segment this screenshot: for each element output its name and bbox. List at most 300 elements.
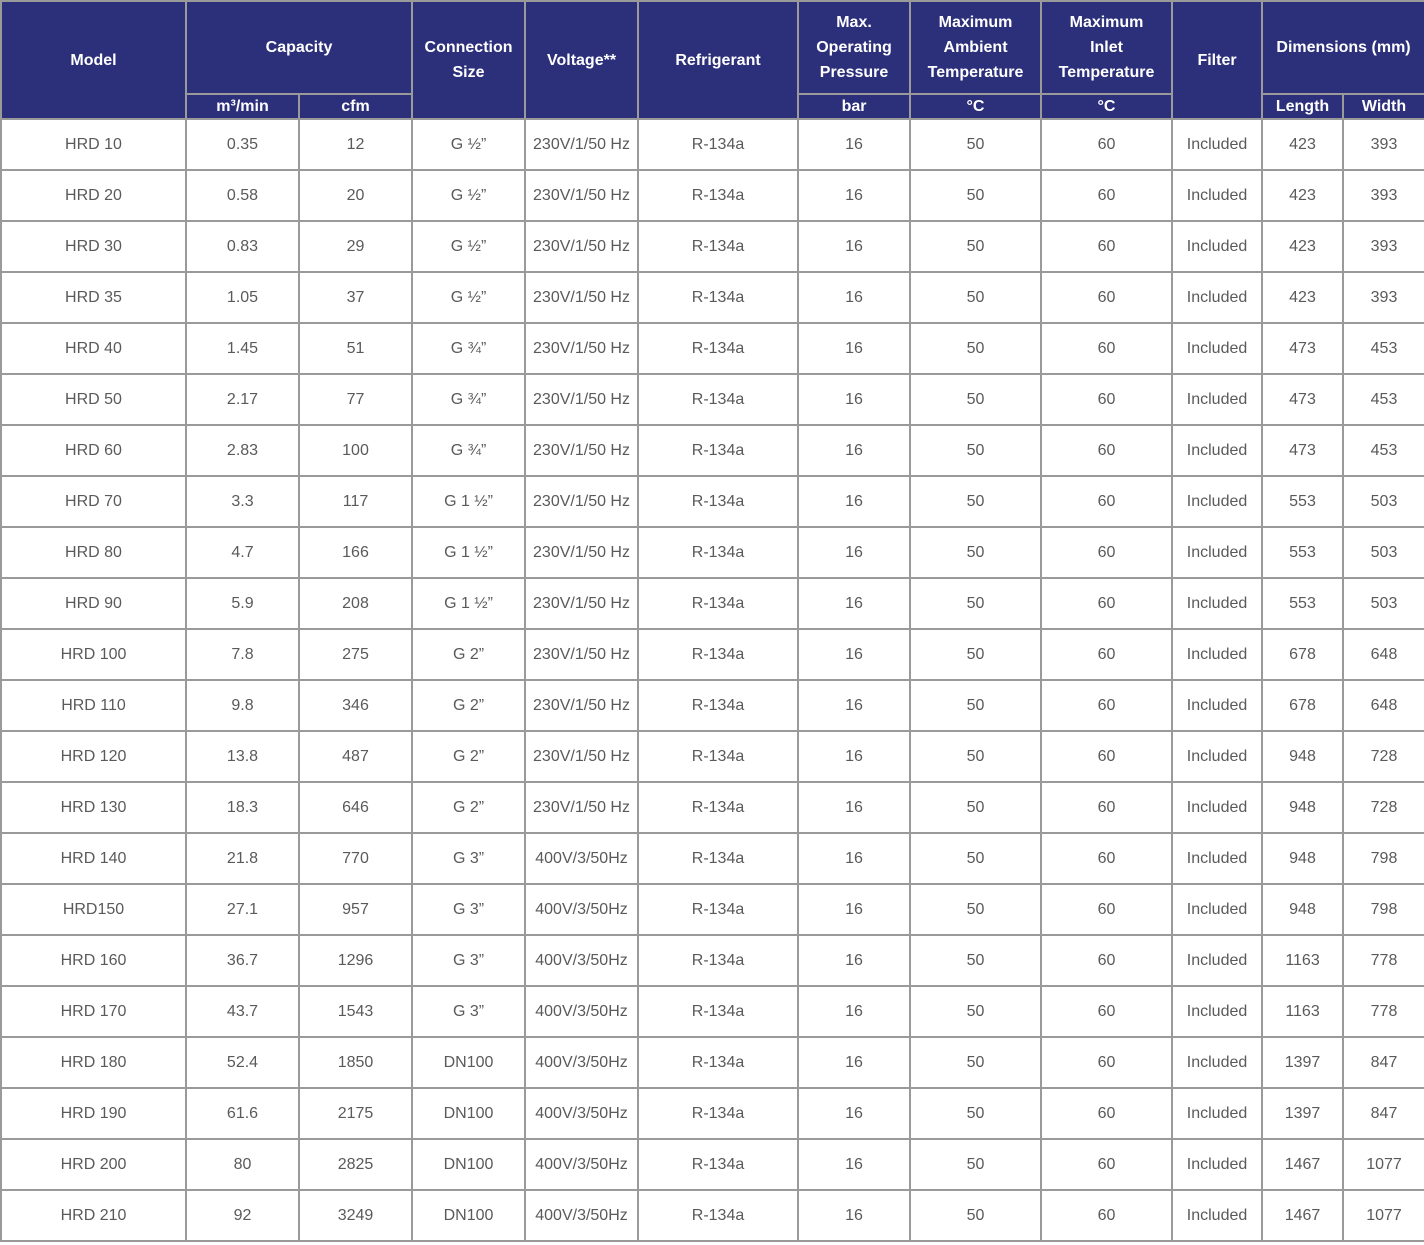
cell-model: HRD 170 bbox=[1, 986, 186, 1037]
cell-ambient-temp: 50 bbox=[910, 1088, 1041, 1139]
cell-model: HRD 60 bbox=[1, 425, 186, 476]
cell-voltage: 400V/3/50Hz bbox=[525, 1139, 638, 1190]
cell-connection-size: G ½” bbox=[412, 119, 525, 170]
cell-inlet-temp: 60 bbox=[1041, 986, 1172, 1037]
cell-width: 393 bbox=[1343, 170, 1424, 221]
cell-ambient-temp: 50 bbox=[910, 221, 1041, 272]
cell-pressure-bar: 16 bbox=[798, 629, 910, 680]
cell-length: 1397 bbox=[1262, 1037, 1343, 1088]
cell-capacity-cfm: 12 bbox=[299, 119, 412, 170]
cell-refrigerant: R-134a bbox=[638, 221, 798, 272]
cell-ambient-temp: 50 bbox=[910, 833, 1041, 884]
cell-voltage: 230V/1/50 Hz bbox=[525, 425, 638, 476]
cell-capacity-m3-min: 80 bbox=[186, 1139, 299, 1190]
cell-connection-size: G 1 ½” bbox=[412, 578, 525, 629]
cell-inlet-temp: 60 bbox=[1041, 527, 1172, 578]
cell-model: HRD 100 bbox=[1, 629, 186, 680]
cell-width: 393 bbox=[1343, 221, 1424, 272]
cell-connection-size: G ½” bbox=[412, 170, 525, 221]
cell-width: 798 bbox=[1343, 833, 1424, 884]
cell-model: HRD 20 bbox=[1, 170, 186, 221]
cell-connection-size: G 2” bbox=[412, 731, 525, 782]
cell-capacity-m3-min: 27.1 bbox=[186, 884, 299, 935]
cell-length: 473 bbox=[1262, 374, 1343, 425]
cell-model: HRD 50 bbox=[1, 374, 186, 425]
cell-capacity-m3-min: 7.8 bbox=[186, 629, 299, 680]
cell-ambient-temp: 50 bbox=[910, 1190, 1041, 1241]
cell-capacity-cfm: 1543 bbox=[299, 986, 412, 1037]
cell-inlet-temp: 60 bbox=[1041, 119, 1172, 170]
cell-pressure-bar: 16 bbox=[798, 374, 910, 425]
cell-inlet-temp: 60 bbox=[1041, 833, 1172, 884]
cell-model: HRD 80 bbox=[1, 527, 186, 578]
cell-connection-size: G ¾” bbox=[412, 425, 525, 476]
cell-pressure-bar: 16 bbox=[798, 272, 910, 323]
cell-model: HRD 35 bbox=[1, 272, 186, 323]
cell-capacity-cfm: 29 bbox=[299, 221, 412, 272]
cell-width: 503 bbox=[1343, 578, 1424, 629]
cell-capacity-cfm: 77 bbox=[299, 374, 412, 425]
table-row bbox=[1, 986, 1424, 1037]
cell-model: HRD 90 bbox=[1, 578, 186, 629]
cell-pressure-bar: 16 bbox=[798, 1190, 910, 1241]
cell-width: 453 bbox=[1343, 374, 1424, 425]
cell-width: 847 bbox=[1343, 1088, 1424, 1139]
cell-pressure-bar: 16 bbox=[798, 119, 910, 170]
cell-capacity-m3-min: 5.9 bbox=[186, 578, 299, 629]
cell-length: 948 bbox=[1262, 884, 1343, 935]
cell-length: 948 bbox=[1262, 731, 1343, 782]
cell-ambient-temp: 50 bbox=[910, 272, 1041, 323]
cell-length: 678 bbox=[1262, 680, 1343, 731]
header-refrigerant: Refrigerant bbox=[638, 1, 798, 119]
cell-filter: Included bbox=[1172, 578, 1262, 629]
cell-refrigerant: R-134a bbox=[638, 374, 798, 425]
table-row bbox=[1, 527, 1424, 578]
cell-width: 1077 bbox=[1343, 1190, 1424, 1241]
table-row bbox=[1, 1037, 1424, 1088]
cell-filter: Included bbox=[1172, 629, 1262, 680]
cell-voltage: 230V/1/50 Hz bbox=[525, 527, 638, 578]
subheader-width: Width bbox=[1343, 94, 1424, 119]
cell-width: 778 bbox=[1343, 935, 1424, 986]
cell-filter: Included bbox=[1172, 170, 1262, 221]
header-max-ambient-temperature: Maximum Ambient Temperature bbox=[910, 1, 1041, 94]
cell-pressure-bar: 16 bbox=[798, 476, 910, 527]
cell-connection-size: G 3” bbox=[412, 833, 525, 884]
cell-capacity-m3-min: 13.8 bbox=[186, 731, 299, 782]
cell-capacity-m3-min: 52.4 bbox=[186, 1037, 299, 1088]
cell-pressure-bar: 16 bbox=[798, 323, 910, 374]
cell-model: HRD 70 bbox=[1, 476, 186, 527]
cell-width: 393 bbox=[1343, 272, 1424, 323]
cell-filter: Included bbox=[1172, 221, 1262, 272]
cell-connection-size: G ¾” bbox=[412, 323, 525, 374]
subheader-length: Length bbox=[1262, 94, 1343, 119]
cell-refrigerant: R-134a bbox=[638, 170, 798, 221]
cell-connection-size: DN100 bbox=[412, 1037, 525, 1088]
cell-pressure-bar: 16 bbox=[798, 527, 910, 578]
cell-inlet-temp: 60 bbox=[1041, 731, 1172, 782]
cell-ambient-temp: 50 bbox=[910, 884, 1041, 935]
cell-refrigerant: R-134a bbox=[638, 1037, 798, 1088]
cell-length: 553 bbox=[1262, 476, 1343, 527]
cell-inlet-temp: 60 bbox=[1041, 170, 1172, 221]
cell-ambient-temp: 50 bbox=[910, 527, 1041, 578]
cell-refrigerant: R-134a bbox=[638, 1088, 798, 1139]
cell-pressure-bar: 16 bbox=[798, 680, 910, 731]
cell-voltage: 400V/3/50Hz bbox=[525, 1088, 638, 1139]
cell-capacity-m3-min: 0.83 bbox=[186, 221, 299, 272]
subheader-m3-min: m³/min bbox=[186, 94, 299, 119]
cell-length: 678 bbox=[1262, 629, 1343, 680]
cell-connection-size: DN100 bbox=[412, 1190, 525, 1241]
cell-length: 473 bbox=[1262, 425, 1343, 476]
cell-capacity-m3-min: 0.58 bbox=[186, 170, 299, 221]
cell-refrigerant: R-134a bbox=[638, 272, 798, 323]
cell-model: HRD 160 bbox=[1, 935, 186, 986]
cell-connection-size: DN100 bbox=[412, 1088, 525, 1139]
cell-capacity-m3-min: 3.3 bbox=[186, 476, 299, 527]
table-row bbox=[1, 884, 1424, 935]
cell-capacity-cfm: 957 bbox=[299, 884, 412, 935]
cell-model: HRD 210 bbox=[1, 1190, 186, 1241]
cell-ambient-temp: 50 bbox=[910, 119, 1041, 170]
subheader-inlet-unit: °C bbox=[1041, 94, 1172, 119]
cell-inlet-temp: 60 bbox=[1041, 884, 1172, 935]
cell-refrigerant: R-134a bbox=[638, 680, 798, 731]
cell-connection-size: DN100 bbox=[412, 1139, 525, 1190]
header-model: Model bbox=[1, 1, 186, 119]
cell-voltage: 400V/3/50Hz bbox=[525, 935, 638, 986]
cell-capacity-m3-min: 1.05 bbox=[186, 272, 299, 323]
subheader-cfm: cfm bbox=[299, 94, 412, 119]
cell-voltage: 230V/1/50 Hz bbox=[525, 782, 638, 833]
cell-ambient-temp: 50 bbox=[910, 782, 1041, 833]
cell-width: 393 bbox=[1343, 119, 1424, 170]
cell-voltage: 400V/3/50Hz bbox=[525, 833, 638, 884]
cell-voltage: 230V/1/50 Hz bbox=[525, 170, 638, 221]
cell-length: 423 bbox=[1262, 221, 1343, 272]
table-row bbox=[1, 629, 1424, 680]
cell-width: 728 bbox=[1343, 731, 1424, 782]
cell-connection-size: G 1 ½” bbox=[412, 527, 525, 578]
cell-voltage: 230V/1/50 Hz bbox=[525, 374, 638, 425]
cell-refrigerant: R-134a bbox=[638, 884, 798, 935]
cell-refrigerant: R-134a bbox=[638, 323, 798, 374]
cell-length: 1467 bbox=[1262, 1139, 1343, 1190]
cell-pressure-bar: 16 bbox=[798, 986, 910, 1037]
cell-inlet-temp: 60 bbox=[1041, 1190, 1172, 1241]
cell-ambient-temp: 50 bbox=[910, 986, 1041, 1037]
cell-voltage: 400V/3/50Hz bbox=[525, 1037, 638, 1088]
cell-ambient-temp: 50 bbox=[910, 935, 1041, 986]
cell-filter: Included bbox=[1172, 986, 1262, 1037]
cell-refrigerant: R-134a bbox=[638, 935, 798, 986]
cell-ambient-temp: 50 bbox=[910, 731, 1041, 782]
cell-capacity-cfm: 1296 bbox=[299, 935, 412, 986]
table-row bbox=[1, 1088, 1424, 1139]
cell-width: 1077 bbox=[1343, 1139, 1424, 1190]
cell-connection-size: G 2” bbox=[412, 629, 525, 680]
cell-width: 648 bbox=[1343, 629, 1424, 680]
cell-length: 473 bbox=[1262, 323, 1343, 374]
cell-inlet-temp: 60 bbox=[1041, 1088, 1172, 1139]
header-max-operating-pressure: Max. Operating Pressure bbox=[798, 1, 910, 94]
cell-length: 948 bbox=[1262, 782, 1343, 833]
header-capacity: Capacity bbox=[186, 1, 412, 94]
header-filter: Filter bbox=[1172, 1, 1262, 119]
cell-capacity-cfm: 117 bbox=[299, 476, 412, 527]
cell-capacity-m3-min: 0.35 bbox=[186, 119, 299, 170]
cell-model: HRD 190 bbox=[1, 1088, 186, 1139]
cell-width: 453 bbox=[1343, 323, 1424, 374]
cell-pressure-bar: 16 bbox=[798, 782, 910, 833]
cell-connection-size: G ½” bbox=[412, 272, 525, 323]
cell-ambient-temp: 50 bbox=[910, 425, 1041, 476]
cell-pressure-bar: 16 bbox=[798, 731, 910, 782]
cell-refrigerant: R-134a bbox=[638, 425, 798, 476]
cell-connection-size: G 3” bbox=[412, 884, 525, 935]
cell-inlet-temp: 60 bbox=[1041, 476, 1172, 527]
cell-inlet-temp: 60 bbox=[1041, 782, 1172, 833]
cell-width: 503 bbox=[1343, 527, 1424, 578]
cell-ambient-temp: 50 bbox=[910, 170, 1041, 221]
cell-refrigerant: R-134a bbox=[638, 578, 798, 629]
cell-refrigerant: R-134a bbox=[638, 1190, 798, 1241]
cell-filter: Included bbox=[1172, 272, 1262, 323]
cell-pressure-bar: 16 bbox=[798, 170, 910, 221]
cell-model: HRD 200 bbox=[1, 1139, 186, 1190]
cell-capacity-cfm: 646 bbox=[299, 782, 412, 833]
cell-inlet-temp: 60 bbox=[1041, 1037, 1172, 1088]
cell-inlet-temp: 60 bbox=[1041, 629, 1172, 680]
cell-width: 798 bbox=[1343, 884, 1424, 935]
cell-length: 1163 bbox=[1262, 935, 1343, 986]
cell-capacity-m3-min: 9.8 bbox=[186, 680, 299, 731]
cell-capacity-m3-min: 4.7 bbox=[186, 527, 299, 578]
table-row bbox=[1, 578, 1424, 629]
cell-capacity-cfm: 1850 bbox=[299, 1037, 412, 1088]
cell-length: 423 bbox=[1262, 272, 1343, 323]
cell-width: 503 bbox=[1343, 476, 1424, 527]
cell-capacity-m3-min: 92 bbox=[186, 1190, 299, 1241]
cell-capacity-cfm: 487 bbox=[299, 731, 412, 782]
cell-capacity-cfm: 275 bbox=[299, 629, 412, 680]
table-row bbox=[1, 170, 1424, 221]
table-row bbox=[1, 272, 1424, 323]
cell-capacity-m3-min: 2.17 bbox=[186, 374, 299, 425]
cell-voltage: 230V/1/50 Hz bbox=[525, 272, 638, 323]
cell-ambient-temp: 50 bbox=[910, 680, 1041, 731]
cell-pressure-bar: 16 bbox=[798, 935, 910, 986]
cell-length: 1467 bbox=[1262, 1190, 1343, 1241]
cell-inlet-temp: 60 bbox=[1041, 1139, 1172, 1190]
cell-capacity-m3-min: 61.6 bbox=[186, 1088, 299, 1139]
table-row bbox=[1, 935, 1424, 986]
cell-filter: Included bbox=[1172, 323, 1262, 374]
cell-model: HRD 140 bbox=[1, 833, 186, 884]
table-header bbox=[1, 1, 1424, 119]
cell-filter: Included bbox=[1172, 119, 1262, 170]
cell-voltage: 230V/1/50 Hz bbox=[525, 221, 638, 272]
cell-voltage: 230V/1/50 Hz bbox=[525, 476, 638, 527]
cell-capacity-cfm: 2175 bbox=[299, 1088, 412, 1139]
cell-connection-size: G ¾” bbox=[412, 374, 525, 425]
cell-length: 553 bbox=[1262, 527, 1343, 578]
cell-length: 423 bbox=[1262, 119, 1343, 170]
cell-model: HRD 40 bbox=[1, 323, 186, 374]
cell-refrigerant: R-134a bbox=[638, 833, 798, 884]
cell-inlet-temp: 60 bbox=[1041, 272, 1172, 323]
table-row bbox=[1, 476, 1424, 527]
cell-inlet-temp: 60 bbox=[1041, 374, 1172, 425]
cell-filter: Included bbox=[1172, 935, 1262, 986]
cell-inlet-temp: 60 bbox=[1041, 221, 1172, 272]
cell-connection-size: G ½” bbox=[412, 221, 525, 272]
table-row bbox=[1, 680, 1424, 731]
table-row bbox=[1, 731, 1424, 782]
cell-voltage: 230V/1/50 Hz bbox=[525, 680, 638, 731]
cell-refrigerant: R-134a bbox=[638, 986, 798, 1037]
cell-capacity-cfm: 166 bbox=[299, 527, 412, 578]
cell-ambient-temp: 50 bbox=[910, 374, 1041, 425]
cell-model: HRD 180 bbox=[1, 1037, 186, 1088]
cell-pressure-bar: 16 bbox=[798, 1037, 910, 1088]
cell-width: 728 bbox=[1343, 782, 1424, 833]
cell-length: 1397 bbox=[1262, 1088, 1343, 1139]
cell-voltage: 400V/3/50Hz bbox=[525, 1190, 638, 1241]
cell-ambient-temp: 50 bbox=[910, 578, 1041, 629]
cell-inlet-temp: 60 bbox=[1041, 935, 1172, 986]
cell-capacity-cfm: 346 bbox=[299, 680, 412, 731]
cell-capacity-cfm: 51 bbox=[299, 323, 412, 374]
cell-model: HRD 110 bbox=[1, 680, 186, 731]
cell-filter: Included bbox=[1172, 425, 1262, 476]
cell-filter: Included bbox=[1172, 1088, 1262, 1139]
cell-capacity-cfm: 2825 bbox=[299, 1139, 412, 1190]
cell-refrigerant: R-134a bbox=[638, 1139, 798, 1190]
cell-refrigerant: R-134a bbox=[638, 629, 798, 680]
cell-pressure-bar: 16 bbox=[798, 1139, 910, 1190]
cell-filter: Included bbox=[1172, 731, 1262, 782]
cell-connection-size: G 3” bbox=[412, 935, 525, 986]
cell-capacity-m3-min: 43.7 bbox=[186, 986, 299, 1037]
table-row bbox=[1, 1190, 1424, 1241]
table-row bbox=[1, 425, 1424, 476]
header-dimensions: Dimensions (mm) bbox=[1262, 1, 1424, 94]
cell-voltage: 230V/1/50 Hz bbox=[525, 119, 638, 170]
cell-pressure-bar: 16 bbox=[798, 1088, 910, 1139]
cell-voltage: 230V/1/50 Hz bbox=[525, 731, 638, 782]
cell-voltage: 230V/1/50 Hz bbox=[525, 629, 638, 680]
cell-width: 453 bbox=[1343, 425, 1424, 476]
cell-length: 423 bbox=[1262, 170, 1343, 221]
cell-model: HRD150 bbox=[1, 884, 186, 935]
cell-width: 778 bbox=[1343, 986, 1424, 1037]
cell-capacity-cfm: 100 bbox=[299, 425, 412, 476]
cell-inlet-temp: 60 bbox=[1041, 323, 1172, 374]
cell-refrigerant: R-134a bbox=[638, 731, 798, 782]
cell-refrigerant: R-134a bbox=[638, 476, 798, 527]
cell-length: 1163 bbox=[1262, 986, 1343, 1037]
cell-filter: Included bbox=[1172, 680, 1262, 731]
cell-pressure-bar: 16 bbox=[798, 884, 910, 935]
cell-connection-size: G 1 ½” bbox=[412, 476, 525, 527]
cell-filter: Included bbox=[1172, 527, 1262, 578]
table-row bbox=[1, 833, 1424, 884]
cell-pressure-bar: 16 bbox=[798, 578, 910, 629]
table-row bbox=[1, 1139, 1424, 1190]
cell-pressure-bar: 16 bbox=[798, 221, 910, 272]
cell-capacity-cfm: 3249 bbox=[299, 1190, 412, 1241]
cell-filter: Included bbox=[1172, 476, 1262, 527]
cell-pressure-bar: 16 bbox=[798, 833, 910, 884]
table-row bbox=[1, 323, 1424, 374]
cell-filter: Included bbox=[1172, 884, 1262, 935]
cell-capacity-m3-min: 36.7 bbox=[186, 935, 299, 986]
cell-model: HRD 30 bbox=[1, 221, 186, 272]
cell-filter: Included bbox=[1172, 1037, 1262, 1088]
cell-connection-size: G 2” bbox=[412, 782, 525, 833]
cell-filter: Included bbox=[1172, 1190, 1262, 1241]
cell-inlet-temp: 60 bbox=[1041, 578, 1172, 629]
table-row bbox=[1, 119, 1424, 170]
cell-voltage: 400V/3/50Hz bbox=[525, 986, 638, 1037]
cell-inlet-temp: 60 bbox=[1041, 680, 1172, 731]
header-max-inlet-temperature: Maximum Inlet Temperature bbox=[1041, 1, 1172, 94]
table-body bbox=[1, 119, 1424, 1241]
cell-ambient-temp: 50 bbox=[910, 1139, 1041, 1190]
subheader-ambient-unit: °C bbox=[910, 94, 1041, 119]
cell-inlet-temp: 60 bbox=[1041, 425, 1172, 476]
cell-voltage: 400V/3/50Hz bbox=[525, 884, 638, 935]
table-row bbox=[1, 374, 1424, 425]
cell-model: HRD 120 bbox=[1, 731, 186, 782]
cell-capacity-m3-min: 1.45 bbox=[186, 323, 299, 374]
cell-connection-size: G 2” bbox=[412, 680, 525, 731]
cell-capacity-cfm: 770 bbox=[299, 833, 412, 884]
cell-ambient-temp: 50 bbox=[910, 476, 1041, 527]
cell-capacity-m3-min: 2.83 bbox=[186, 425, 299, 476]
cell-voltage: 230V/1/50 Hz bbox=[525, 578, 638, 629]
cell-voltage: 230V/1/50 Hz bbox=[525, 323, 638, 374]
header-voltage: Voltage** bbox=[525, 1, 638, 119]
cell-refrigerant: R-134a bbox=[638, 119, 798, 170]
cell-model: HRD 130 bbox=[1, 782, 186, 833]
cell-length: 553 bbox=[1262, 578, 1343, 629]
cell-filter: Included bbox=[1172, 1139, 1262, 1190]
cell-ambient-temp: 50 bbox=[910, 1037, 1041, 1088]
cell-capacity-cfm: 208 bbox=[299, 578, 412, 629]
cell-filter: Included bbox=[1172, 782, 1262, 833]
cell-model: HRD 10 bbox=[1, 119, 186, 170]
cell-refrigerant: R-134a bbox=[638, 527, 798, 578]
header-connection-size: Connection Size bbox=[412, 1, 525, 119]
cell-pressure-bar: 16 bbox=[798, 425, 910, 476]
cell-filter: Included bbox=[1172, 374, 1262, 425]
cell-capacity-cfm: 20 bbox=[299, 170, 412, 221]
cell-ambient-temp: 50 bbox=[910, 629, 1041, 680]
cell-refrigerant: R-134a bbox=[638, 782, 798, 833]
cell-length: 948 bbox=[1262, 833, 1343, 884]
subheader-bar: bar bbox=[798, 94, 910, 119]
table-row bbox=[1, 782, 1424, 833]
cell-capacity-m3-min: 18.3 bbox=[186, 782, 299, 833]
cell-ambient-temp: 50 bbox=[910, 323, 1041, 374]
cell-capacity-cfm: 37 bbox=[299, 272, 412, 323]
cell-width: 648 bbox=[1343, 680, 1424, 731]
